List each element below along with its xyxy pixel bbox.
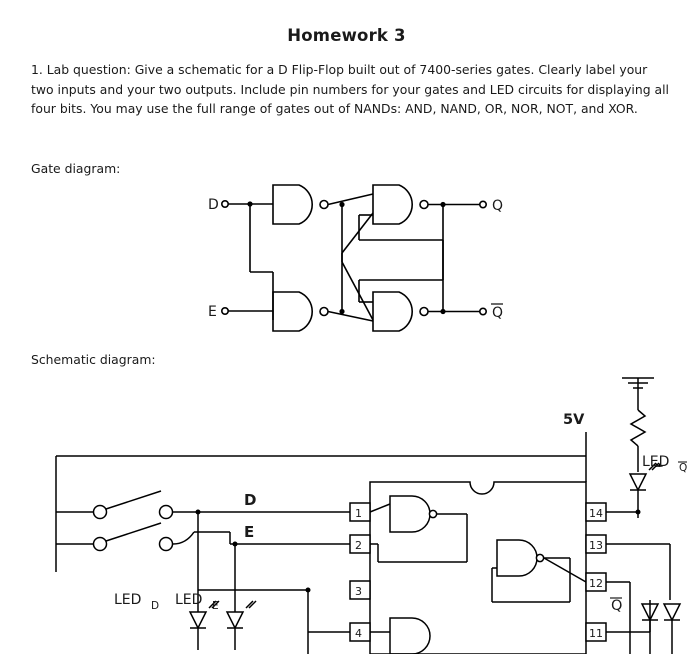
gate-input-e-label: E [208, 304, 217, 320]
svg-text:LED: LED [114, 592, 142, 608]
wire-nand1-to-nand3 [328, 194, 373, 205]
led-qbar-label [642, 454, 687, 474]
gate-output-qbar-label [491, 304, 503, 321]
led-qbar-symbol [630, 463, 663, 518]
gate-input-d-label: D [208, 197, 219, 213]
ic-pin-label-12: 12 [589, 577, 603, 590]
wire-feedback-q [359, 205, 443, 303]
switch-d [94, 491, 173, 519]
nand-gate-1 [273, 185, 328, 224]
svg-text:LED: LED [642, 454, 670, 470]
ic-pin-label-1: 1 [355, 507, 362, 520]
svg-text:E: E [212, 600, 219, 612]
wire-bottom-feed [308, 590, 350, 654]
switch-e [94, 523, 173, 551]
nand-gate-4 [373, 292, 428, 331]
wire-qbar [428, 308, 486, 314]
schematic-diagram-label: Schematic diagram: [31, 352, 156, 367]
svg-text:Q: Q [611, 598, 623, 614]
ic-pin-boxes-right [586, 503, 606, 641]
input-d-wire [222, 201, 273, 207]
ic-pin-label-3: 3 [355, 585, 362, 598]
page-title: Homework 3 [287, 26, 406, 45]
led-e-label [175, 592, 219, 612]
svg-text:LED: LED [175, 592, 203, 608]
wire-nand2-to-nand4 [328, 312, 373, 322]
svg-text:Q: Q [492, 305, 504, 321]
ic-pin-label-14: 14 [589, 507, 603, 520]
led-d-label [114, 592, 159, 612]
question-paragraph: 1. Lab question: Give a schematic for a D Flip-Flop built out of 7400-series gates. Clearly label your two inputs and your two outputs. Include pin numbers for your gates and LED circuits for displaying all four bits. You may use the full range of gates out of NANDs: AND, NAND, OR, NOR, NOT, and XOR. [31, 62, 669, 116]
svg-text:D: D [151, 600, 160, 612]
nand-gate-3 [373, 185, 428, 224]
schematic-diagram-figure [30, 372, 693, 654]
ic-pin-label-4: 4 [355, 627, 362, 640]
led-right-pair [642, 604, 680, 654]
supply-label-5v: 5V [563, 412, 585, 428]
wire-q [428, 201, 486, 207]
ic-package-7400 [370, 482, 586, 654]
ic-pin-boxes-left [350, 503, 370, 641]
signal-wire-d [173, 512, 350, 590]
wire-cross-2 [342, 213, 373, 312]
led-e-symbol [227, 601, 256, 650]
signal-label-e: E [244, 523, 255, 541]
power-supply-symbol [622, 378, 654, 392]
nand-gate-2 [273, 292, 328, 331]
ic-pin-label-2: 2 [355, 539, 362, 552]
svg-text:Q: Q [679, 462, 688, 474]
ic-pin-label-11: 11 [589, 627, 603, 640]
gate-diagram-label: Gate diagram: [31, 161, 121, 176]
signal-label-qbar [610, 598, 622, 614]
gate-output-q-label: Q [492, 198, 504, 214]
input-e-wire [222, 308, 273, 314]
wire-feedback-qbar [359, 215, 443, 312]
gate-diagram-figure [195, 180, 525, 335]
ic-pin-label-13: 13 [589, 539, 603, 552]
signal-wire-e [173, 532, 350, 590]
wire-d-branch [250, 204, 273, 320]
wire-right-side [606, 512, 670, 654]
signal-label-d: D [244, 491, 257, 509]
